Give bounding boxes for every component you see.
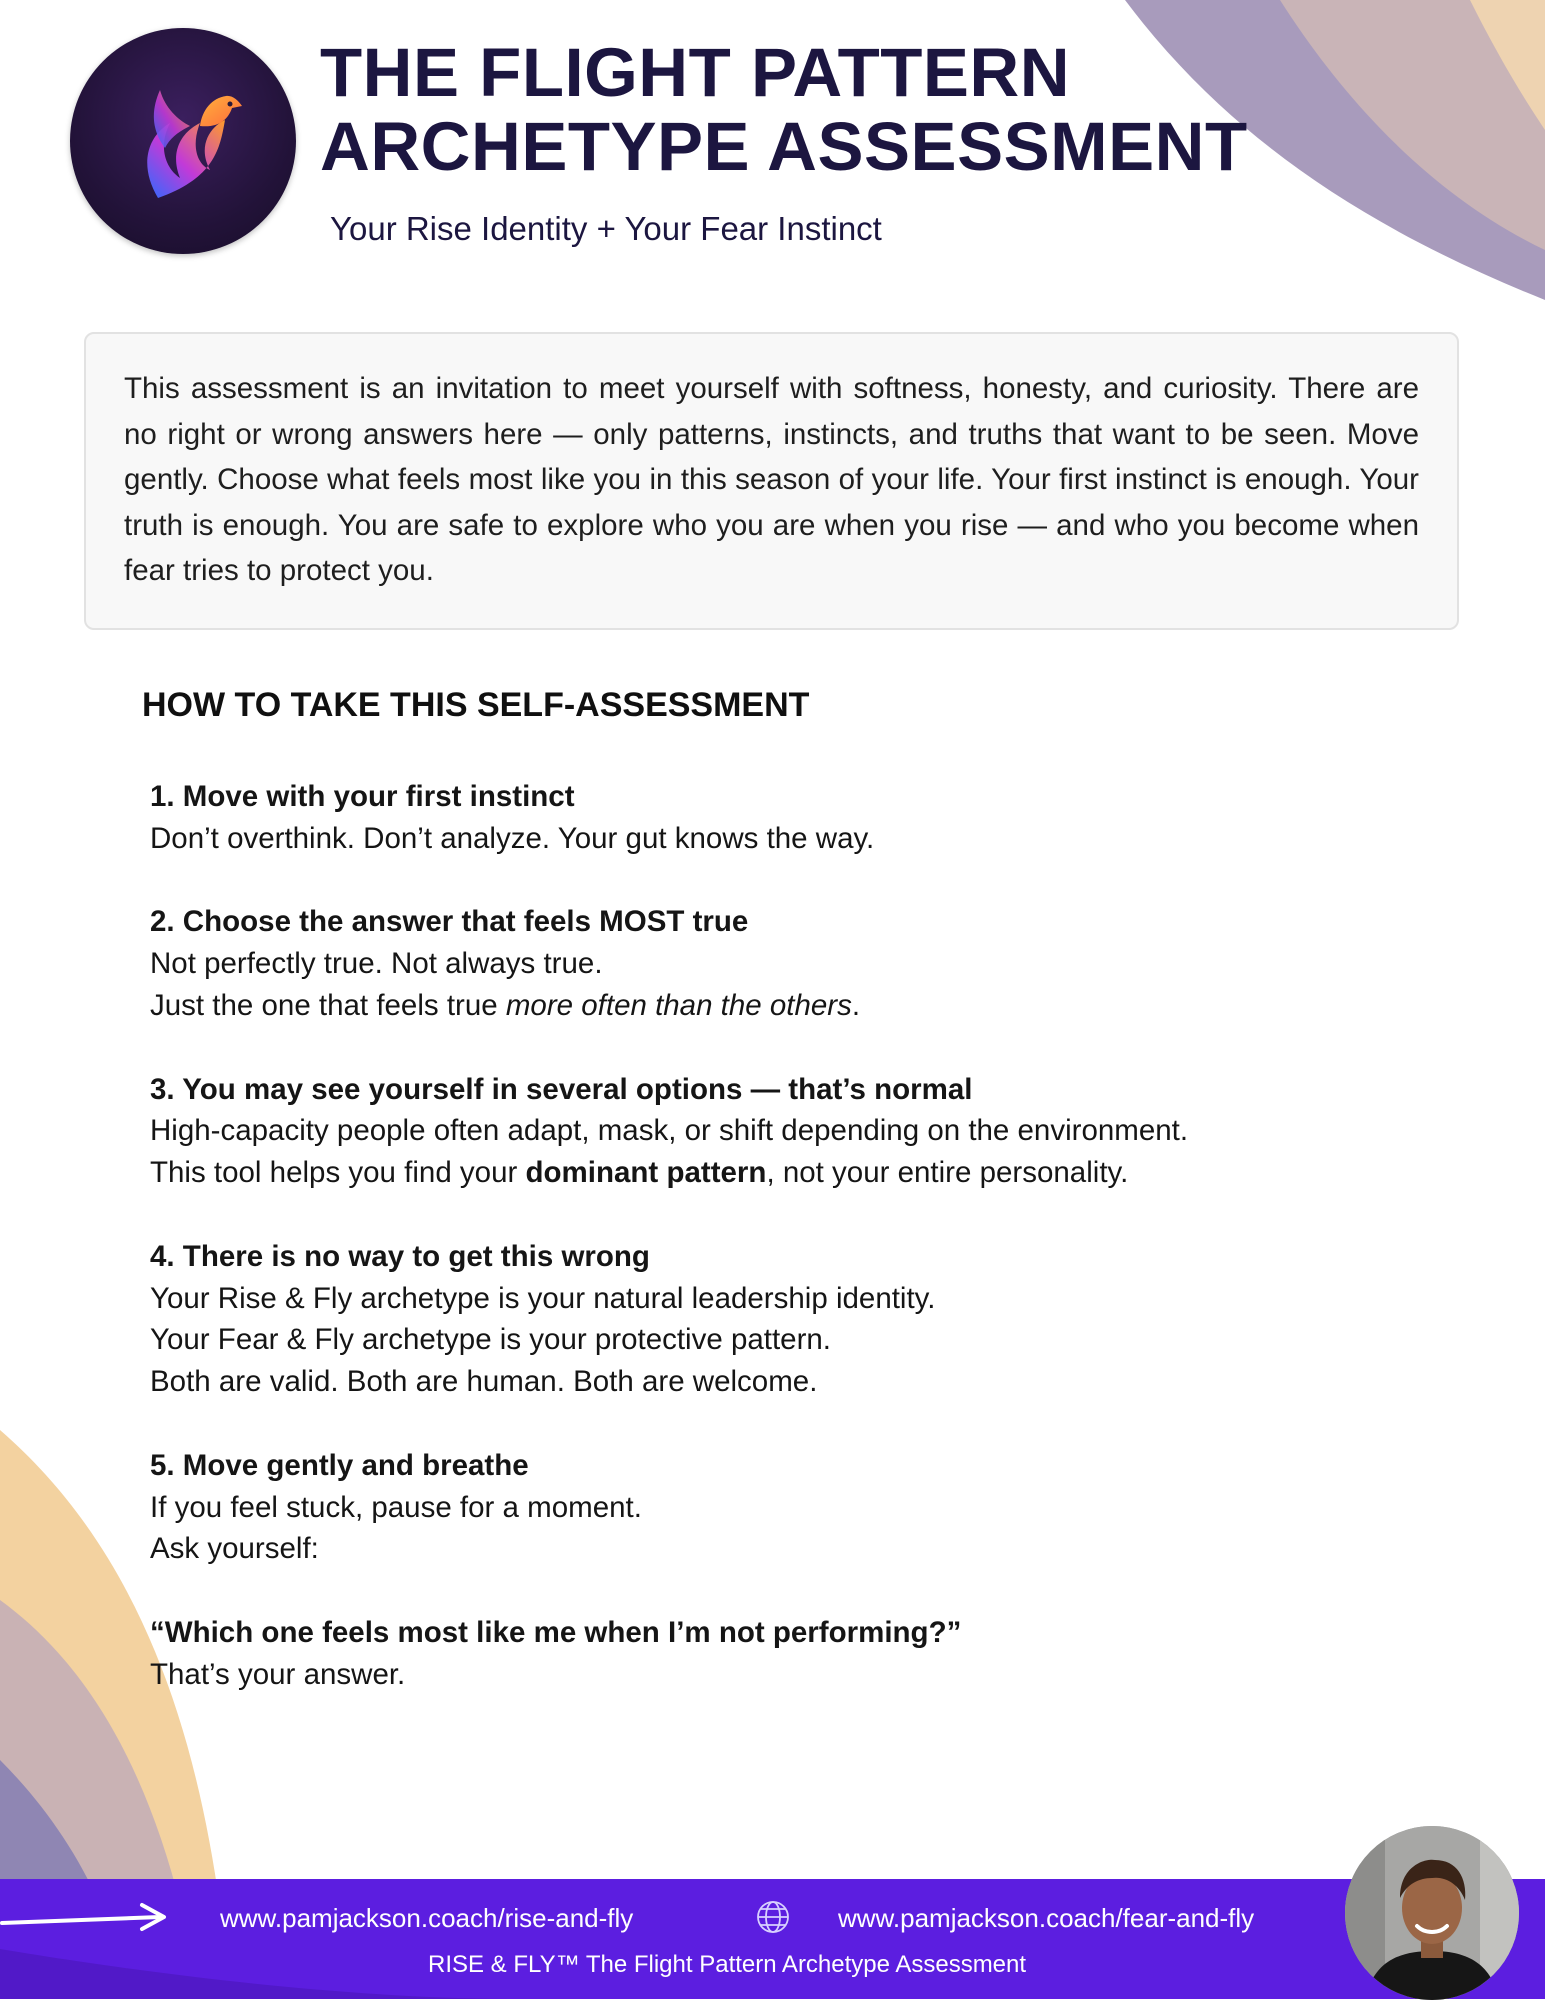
- rise-and-fly-link[interactable]: www.pamjackson.coach/rise-and-fly: [220, 1903, 634, 1933]
- title-line-1: THE FLIGHT PATTERN: [320, 34, 1071, 111]
- step-title: 5. Move gently and breathe: [150, 1448, 529, 1482]
- step-text: Your Fear & Fly archetype is your protective pattern.: [150, 1323, 832, 1357]
- text-segment: Just the one that feels true: [150, 988, 506, 1022]
- step-text: Not perfectly true. Not always true.: [150, 947, 603, 981]
- intro-text: This assessment is an invitation to meet yourself with softness, honesty, and curiosity. There are no right or wrong answers here — only patterns, instincts, and truths that want to be seen. Move gently. Choose what feels most like you in this season of your life. Your first instinct is enough. Your truth is enough. You are safe to explore who you are when you rise — and who you become when fear tries to protect you.: [124, 372, 1419, 587]
- step-text: Ask yourself:: [150, 1532, 319, 1566]
- profile-photo: [1345, 1826, 1519, 2000]
- portrait-image: [1345, 1826, 1519, 2000]
- phoenix-logo-icon: [70, 28, 296, 254]
- title-line-2: ARCHETYPE ASSESSMENT: [320, 108, 1248, 185]
- fear-and-fly-link[interactable]: www.pamjackson.coach/fear-and-fly: [838, 1903, 1255, 1933]
- step-1: [150, 776, 1430, 860]
- bold-text: dominant pattern: [525, 1156, 767, 1190]
- step-text: [150, 985, 1430, 1027]
- page-subtitle: Your Rise Identity + Your Fear Instinct: [330, 210, 882, 247]
- instructions-list: [150, 776, 1430, 1737]
- footer-bar: [0, 1879, 1545, 1999]
- step-5: [150, 1445, 1430, 1570]
- globe-icon: [755, 1899, 791, 1935]
- step-title: 1. Move with your first instinct: [150, 780, 575, 813]
- arrow-right-icon: [0, 1899, 175, 1939]
- step-3: [150, 1069, 1430, 1194]
- quote-block: [150, 1612, 1430, 1696]
- step-title: 4. There is no way to get this wrong: [150, 1239, 650, 1273]
- step-4: [150, 1236, 1430, 1403]
- text-segment: .: [851, 988, 861, 1022]
- intro-box: [84, 332, 1459, 630]
- step-text: Both are valid. Both are human. Both are welcome.: [150, 1365, 818, 1399]
- section-heading: HOW TO TAKE THIS SELF-ASSESSMENT: [142, 686, 810, 724]
- step-title: 2. Choose the answer that feels MOST true: [150, 905, 749, 939]
- brand-logo: [70, 28, 296, 254]
- footer-title: RISE & FLY™ The Flight Pattern Archetype Assessment: [428, 1951, 1027, 1978]
- text-segment: This tool helps you find your: [150, 1156, 526, 1190]
- quote-text: “Which one feels most like me when I’m not performing?”: [150, 1615, 962, 1649]
- step-2: [150, 901, 1430, 1026]
- step-text: [150, 1152, 1430, 1194]
- step-title: 3. You may see yourself in several options — that’s normal: [150, 1072, 973, 1106]
- step-text: Don’t overthink. Don’t analyze. Your gut knows the way.: [150, 821, 875, 855]
- footer-decoration: [0, 1879, 1545, 1999]
- page-title: [320, 36, 1248, 184]
- step-text: If you feel stuck, pause for a moment.: [150, 1490, 642, 1524]
- text-segment: , not your entire personality.: [766, 1156, 1129, 1190]
- emphasis-text: more often than the others: [505, 988, 852, 1022]
- step-text: High-capacity people often adapt, mask, or shift depending on the environment.: [150, 1114, 1189, 1148]
- step-text: Your Rise & Fly archetype is your natural leadership identity.: [150, 1281, 936, 1315]
- quote-answer: That’s your answer.: [150, 1657, 406, 1691]
